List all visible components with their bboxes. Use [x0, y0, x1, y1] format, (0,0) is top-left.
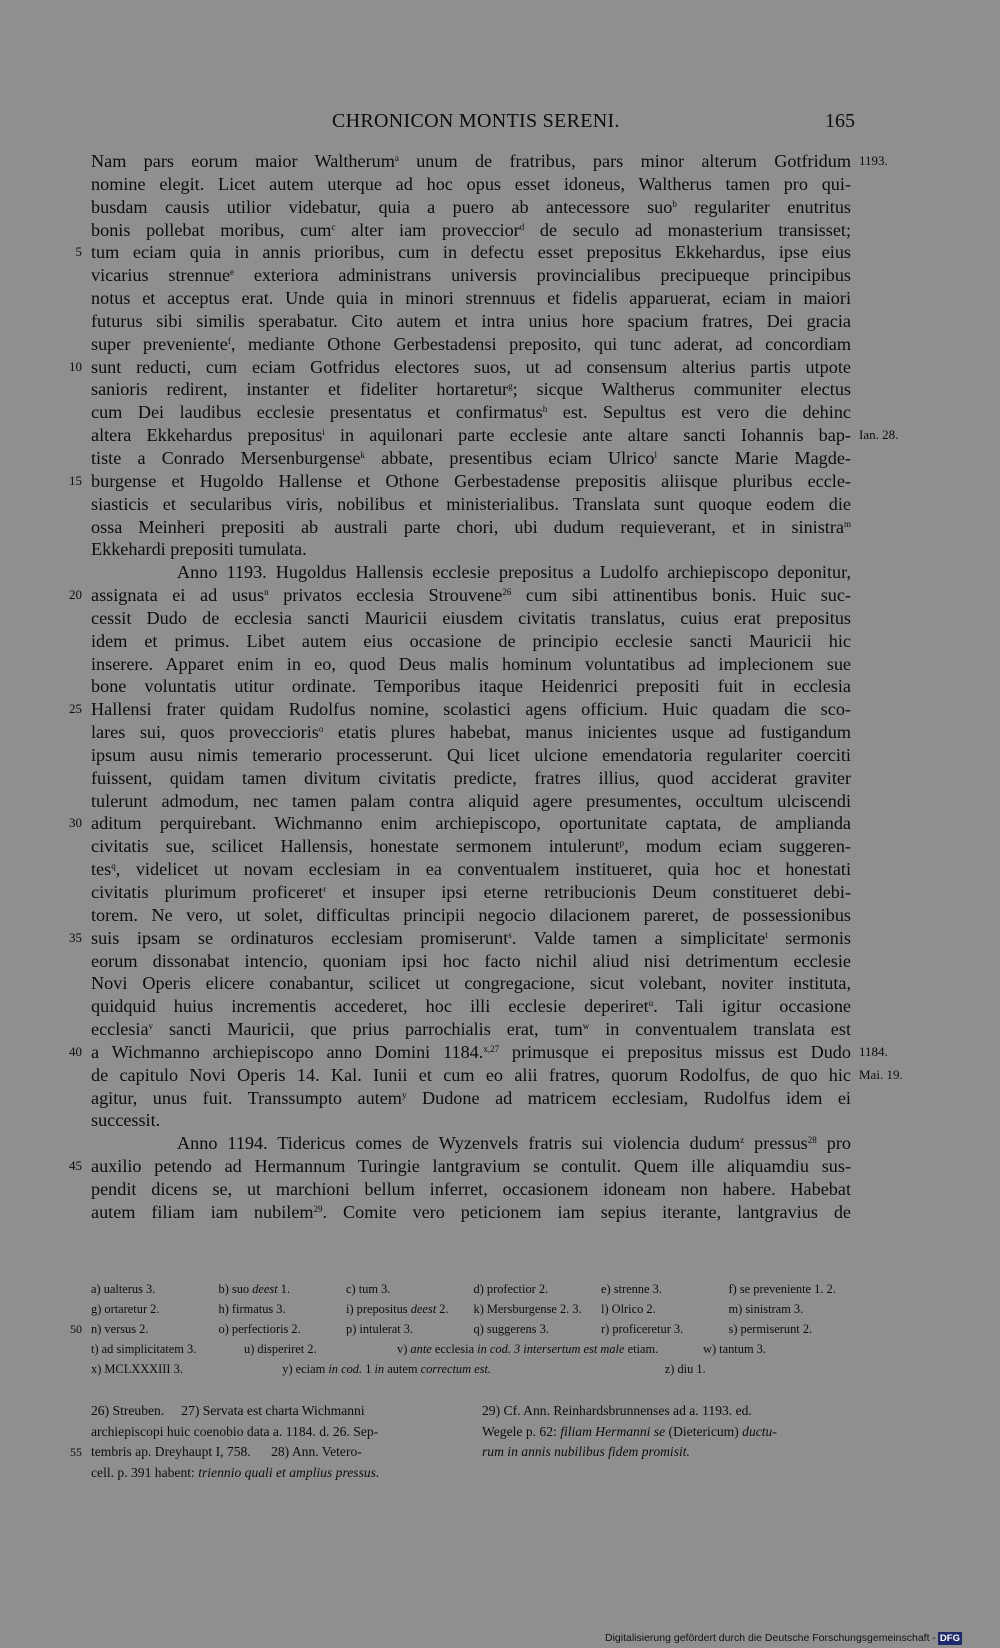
variant-note: k) Mersburgense 2. 3.: [473, 1302, 582, 1316]
text-line-content: aditum perquirebant. Wichmanno enim archiepiscopo, oportunitate captata, de amplianda: [91, 813, 851, 834]
text-line-content: tiste a Conrado Mersenburgense$^k$ abbate, presentibus eciam Ulrico$^l$ sancte Marie Magde-: [91, 447, 851, 468]
text-line-content: futurus sibi similis sperabatur. Cito autem et intra unius hore spacium fratres, Dei gracia: [91, 310, 851, 331]
text-line: [91, 378, 851, 401]
line-number: 15: [69, 472, 82, 488]
text-line-content: idem et primus. Libet autem eius occasione de principio ecclesie sancti Mauricii hic: [91, 630, 851, 651]
variant-line: [70, 1319, 856, 1339]
text-line: [91, 401, 851, 424]
running-title: CHRONICON MONTIS SERENI.: [332, 110, 620, 132]
text-line: [91, 287, 851, 310]
note-line: [91, 1422, 851, 1443]
note-line: [91, 1401, 851, 1422]
text-line-content: a Wichmanno archiepiscopo anno Domini 1184.$^{x,27}$ primusque ei prepositus missus est Dudo: [91, 1041, 851, 1062]
note-left-text: cell. p. 391 habent: triennio quali et amplius pressus.: [91, 1464, 380, 1480]
text-line: [91, 1064, 903, 1087]
text-line: [91, 1132, 851, 1155]
margin-date: Ian. 28.: [859, 427, 899, 443]
text-line: [91, 675, 851, 698]
text-line: [91, 264, 851, 287]
text-line: [69, 584, 851, 607]
note-left-text: archiepiscopi huic coenobio data a. 1184. d. 26. Sep-: [91, 1423, 379, 1439]
text-line-content: de capitulo Novi Operis 14. Kal. Iunii et cum eo alii fratres, quorum Rodolfus, de quo hic: [91, 1064, 851, 1085]
text-line-content: tes$^q$, videlicet ut novam ecclesiam in ea conventualem institueret, quia hoc et honestati: [91, 859, 851, 880]
commentary-notes: [70, 1401, 851, 1483]
variant-note: d) profectior 2.: [473, 1282, 549, 1296]
text-line-content: Hallensi frater quidam Rudolfus nomine, scolastici agens officium. Huic quadam die sco-: [91, 699, 851, 720]
margin-date: 1193.: [859, 153, 888, 168]
text-line: [69, 927, 851, 950]
text-line-content: lares sui, quos proveccioris$^o$ etatis plures habebat, manus inicientes usque ad fustigandum: [91, 722, 851, 743]
text-line-content: Ekkehardi prepositi tumulata.: [91, 539, 307, 560]
line-number: 10: [69, 358, 82, 374]
text-line: [91, 904, 851, 927]
variant-note: l) Olrico 2.: [601, 1302, 656, 1316]
text-line: [91, 196, 851, 219]
variant-note: i) prepositus deest 2.: [346, 1302, 449, 1316]
variant-line: [91, 1359, 856, 1379]
line-number: 5: [75, 244, 82, 260]
text-line: [91, 1109, 851, 1132]
note-right-text: 29) Cf. Ann. Reinhardsbrunnenses ad a. 1193. ed.: [482, 1403, 752, 1418]
text-line: [91, 1018, 851, 1041]
text-line-content: bonis pollebat moribus, cum$^c$ alter iam proveccior$^d$ de seculo ad monasterium transisset;: [91, 219, 851, 240]
text-line: [91, 150, 888, 173]
text-line-content: tum eciam quia in annis prioribus, cum in defectu esset prepositus Ekkehardus, ipse eius: [91, 242, 851, 263]
text-line-content: Novi Operis elicere conabantur, scilicet ut congregacione, sicut volebant, noviter instituta,: [91, 973, 851, 994]
line-number: 55: [70, 1445, 82, 1459]
text-line-content: vicarius strennue$^e$ exteriora administrans universis provincialibus precipueque principibus: [91, 265, 852, 286]
text-line-content: fuissent, quidam tamen divitum civitatis predicte, fratres illius, quod acciderat graviter: [91, 767, 851, 788]
text-line: [69, 1041, 888, 1064]
line-number: 20: [69, 587, 82, 603]
note-left-text: tembris ap. Dreyhaupt I, 758. 28) Ann. Vetero-: [91, 1444, 362, 1459]
text-line: [91, 630, 851, 653]
text-line-content: suis ipsam se ordinaturos ecclesiam promiserunt$^s$. Valde tamen a simplicitate$^t$ sermonis: [91, 927, 851, 948]
text-line-content: busdam causis utilior videbatur, quia a puero ab antecessore suo$^b$ regulariter enutritus: [91, 196, 851, 217]
text-line-content: altera Ekkehardus prepositus$^i$ in aquilonari parte ecclesie ante altare sancti Iohannis bap-: [91, 425, 851, 446]
text-line-content: ecclesia$^v$ sancti Mauricii, que prius parrochialis erat, tum$^w$ in conventualem translata est: [91, 1019, 851, 1040]
variant-note: x) MCLXXXIII 3.: [91, 1362, 183, 1376]
line-number: 30: [69, 815, 82, 831]
text-line-content: nomine elegit. Licet autem uterque ad hoc opus esset idoneus, Waltherus tamen pro qui-: [91, 173, 851, 194]
text-line: [69, 1155, 851, 1178]
digitization-credit: [605, 1631, 962, 1646]
text-line: [91, 744, 851, 767]
variant-note: u) disperiret 2.: [244, 1342, 317, 1356]
text-line-content: agitur, unus fuit. Transsumpto autem$^y$ Dudone ad matricem ecclesiam, Rudolfus idem ei: [91, 1087, 851, 1108]
line-number: 35: [69, 929, 82, 945]
text-line: [69, 698, 851, 721]
variant-note: w) tantum 3.: [703, 1342, 766, 1356]
text-line: [69, 356, 851, 379]
text-line-content: burgense et Hugoldo Hallense et Othone Gerbestadense prepositis aliisque pluribus eccle-: [91, 470, 851, 491]
dfg-logo: DFG: [939, 1633, 960, 1644]
note-left-text: 26) Streuben. 27) Servata est charta Wichmanni: [91, 1403, 365, 1418]
text-line: [75, 241, 851, 264]
text-line: [91, 538, 851, 561]
text-line-content: autem filiam iam nubilem$^{29}$. Comite vero peticionem iam sepius iterante, lantgravius de: [91, 1201, 851, 1222]
variant-line: [91, 1339, 856, 1359]
text-line: [69, 470, 851, 493]
variant-line: [91, 1279, 856, 1299]
variant-note: f) se preveniente 1. 2.: [728, 1282, 836, 1296]
text-line-content: ossa Meinheri prepositi ab australi parte chori, ubi dudum requieverant, et in sinistra$^m$: [91, 516, 851, 537]
text-line: [91, 1201, 851, 1224]
text-line-content: torem. Ne vero, ut solet, difficultas principii negocio dilacionem pareret, de possessionibus: [91, 904, 851, 925]
variant-note: r) proficeretur 3.: [601, 1322, 684, 1336]
text-line: [91, 607, 851, 630]
text-line-content: successit.: [91, 1110, 161, 1131]
variant-note: g) ortaretur 2.: [91, 1302, 160, 1316]
line-number: 50: [70, 1322, 82, 1336]
text-line: [69, 812, 851, 835]
text-line: [91, 835, 851, 858]
text-line-content: pendit dicens se, ut marchioni bellum inferret, occasionem idoneam non habere. Habebat: [91, 1178, 851, 1199]
note-line: [70, 1442, 851, 1463]
text-line: [91, 972, 851, 995]
variant-note: c) tum 3.: [346, 1282, 391, 1296]
text-line-content: eorum dissonabat intencio, quoniam ipsi hoc facto nichil aliud nisi detrimentum ecclesie: [91, 950, 851, 971]
line-number: 45: [69, 1158, 82, 1174]
text-line-content: sunt reducti, cum eciam Gotfridus electores suos, ut ad consensum alterius partis utpote: [91, 356, 851, 377]
main-text: [69, 150, 903, 1224]
text-line: [91, 653, 851, 676]
text-line-content: Anno 1194. Tidericus comes de Wyzenvels fratris sui violencia dudum$^z$ pressus$^{28}$ pro: [177, 1133, 851, 1154]
text-line-content: super preveniente$^f$, mediante Othone Gerbestadensi preposito, qui tunc aderat, ad concordiam: [91, 333, 851, 354]
text-line-content: siasticis et secularibus viris, nobilibus et ministerialibus. Translata sunt quoque eodem die: [91, 493, 851, 514]
text-line: [91, 995, 851, 1018]
text-line-content: auxilio petendo ad Hermannum Turingie lantgravium se contulit. Quem ille aliquamdiu sus-: [91, 1156, 851, 1177]
variant-note: h) firmatus 3.: [218, 1302, 286, 1316]
text-line: [91, 721, 851, 744]
text-line-content: ipsum ausu nimis temerario processerunt. Qui licet ulcione emendatoria regulariter coerciti: [91, 744, 851, 765]
note-line: [91, 1463, 851, 1484]
text-line: [91, 950, 851, 973]
text-line: [91, 516, 851, 539]
line-number: 25: [69, 701, 82, 717]
text-line-content: bone voluntatis utitur ordinate. Temporibus itaque Heidenrici prepositi fuit in ecclesia: [91, 676, 851, 697]
text-line-content: assignata ei ad usus$^n$ privatos ecclesia Strouvene$^{26}$ cum sibi attinentibus bonis. Huic suc-: [91, 585, 851, 606]
text-line: [91, 493, 851, 516]
variant-note: t) ad simplicitatem 3.: [91, 1342, 197, 1356]
text-line: [91, 881, 851, 904]
text-line-content: civitatis plurimum proficeret$^r$ et insuper ipsi eterne retribucionis Deum constitueret debi-: [91, 882, 851, 902]
note-right-text: Wegele p. 62: filiam Hermanni se (Dietericum) ductu-: [482, 1423, 777, 1439]
text-line-content: cum Dei laudibus ecclesie presentatus et confirmatus$^h$ est. Sepultus est vero die dehinc: [91, 402, 851, 423]
text-line-content: sanioris redirent, instanter et fideliter hortaretur$^g$; sicque Waltherus communiter electus: [91, 379, 851, 400]
variant-note: z) diu 1.: [664, 1362, 706, 1376]
text-line: [91, 1178, 851, 1201]
line-number: 40: [69, 1043, 82, 1059]
text-line: [91, 858, 851, 881]
variant-note: n) versus 2.: [91, 1322, 149, 1336]
credit-text: Digitalisierung gefördert durch die Deutsche Forschungsgemeinschaft -: [605, 1632, 936, 1644]
text-line: [91, 767, 851, 790]
text-line-content: quidquid huius incrementis accederet, hoc illi ecclesie deperiret$^u$. Tali igitur occasione: [91, 996, 851, 1017]
variant-note: q) suggerens 3.: [473, 1322, 549, 1336]
text-line: [91, 790, 851, 813]
variant-apparatus: [70, 1279, 856, 1379]
text-line-content: tulerunt admodum, nec tamen palam contra aliquid agere presumentes, occultum ulciscendi: [91, 790, 851, 811]
variant-note: v) ante ecclesia in cod. 3 intersertum est male etiam.: [397, 1342, 659, 1356]
text-line-content: inserere. Apparet enim in eo, quod Deus malis hominum voluntatibus ad implecionem sue: [91, 653, 851, 674]
page-number: 165: [825, 110, 855, 132]
text-line: [91, 561, 851, 584]
text-line: [91, 310, 851, 333]
text-line: [91, 333, 851, 356]
text-line-content: civitatis sue, scilicet Hallensis, honestate sermonem intulerunt$^p$, modum eciam suggeren-: [91, 836, 851, 857]
text-line: [91, 447, 851, 470]
variant-note: m) sinistram 3.: [728, 1302, 804, 1316]
variant-note: s) permiserunt 2.: [728, 1322, 813, 1336]
variant-note: o) perfectioris 2.: [218, 1322, 301, 1336]
text-line-content: Nam pars eorum maior Waltherum$^a$ unum de fratribus, pars minor alterum Gotfridum: [91, 151, 851, 171]
margin-date: 1184.: [859, 1043, 888, 1059]
margin-date: Mai. 19.: [859, 1066, 903, 1082]
text-line-content: notus et acceptus erat. Unde quia in minori strennuus et fidelis apparuerat, eciam in maiori: [91, 288, 851, 309]
variant-note: b) suo deest 1.: [218, 1282, 291, 1296]
note-right-text: rum in annis nubilibus fidem promisit.: [482, 1444, 690, 1459]
text-line: [91, 1087, 851, 1110]
variant-note: y) eciam in cod. 1 in autem correctum est.: [282, 1362, 492, 1376]
variant-line: [91, 1299, 856, 1319]
variant-note: e) strenne 3.: [601, 1282, 662, 1296]
text-line: [91, 219, 851, 242]
variant-note: p) intulerat 3.: [346, 1322, 414, 1336]
variant-note: a) ualterus 3.: [91, 1282, 156, 1296]
text-line-content: Anno 1193. Hugoldus Hallensis ecclesie prepositus a Ludolfo archiepiscopo deponitur,: [177, 562, 851, 583]
text-line: [91, 424, 899, 447]
text-line: [91, 173, 851, 196]
text-line-content: cessit Dudo de ecclesia sancti Mauricii eiusdem civitatis translatus, cuius erat prepositus: [91, 607, 851, 628]
